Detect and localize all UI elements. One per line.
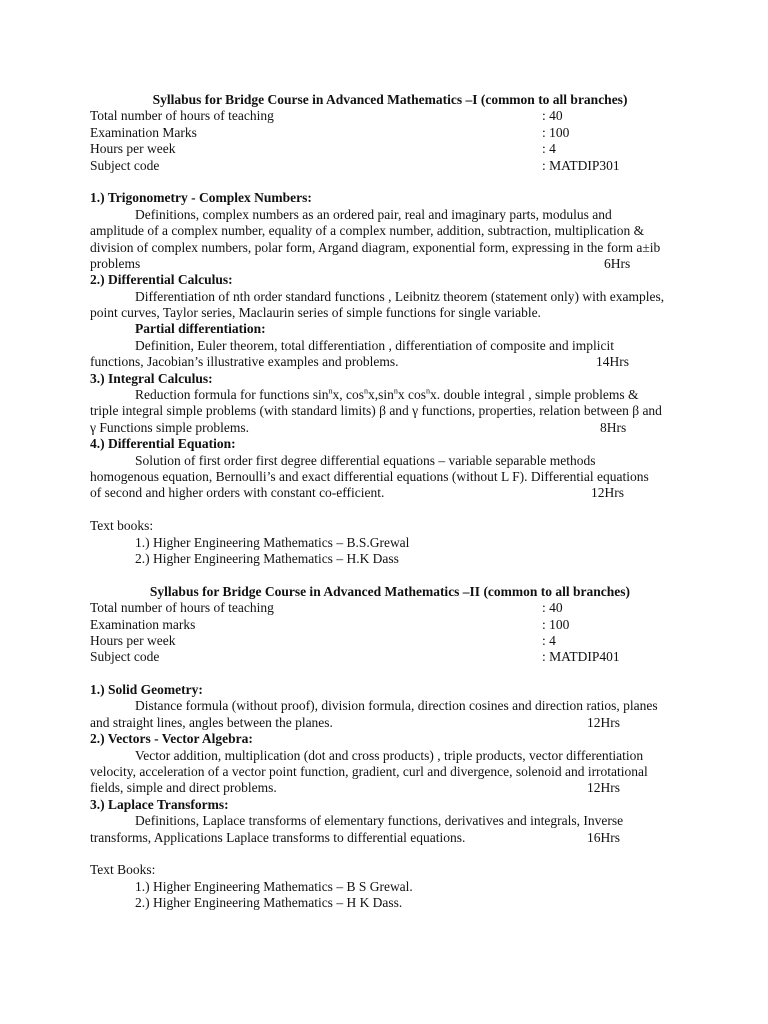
hours-label: 14Hrs [596,354,629,370]
topic-text: Distance formula (without proof), division formula, direction cosines and direction ratios, planes [135,698,658,714]
topic-heading: 1.) Solid Geometry: [90,682,203,698]
info-row-subject-code: Subject code : MATDIP301 [90,157,620,173]
section2-title: Syllabus for Bridge Course in Advanced Mathematics –II (common to all branches) [149,583,631,599]
textbook-item: 2.) Higher Engineering Mathematics – H K Dass. [135,895,403,911]
topic-text: Solution of first order first degree differential equations – variable separable methods [135,452,596,468]
subtopic-heading: Partial differentiation: [135,321,266,337]
hours-label: 12Hrs [587,714,620,730]
topic-text: Reduction formula for functions $\sin^nx$, $\cos^nx,\sin^nx$ $\cos^nx$. double integral , simple problems & [135,386,639,403]
topic-heading: 2.) Differential Calculus: [90,272,233,288]
topic-text-last: transforms, Applications Laplace transforms to differential equations. 16Hrs [90,829,620,845]
topic-text: velocity, acceleration of a vector point function, gradient, curl and divergence, solenoid and irrotational [90,764,648,780]
topic-heading: 3.) Integral Calculus: [90,370,213,386]
topic-text: amplitude of a complex number, equality of a complex number, addition, subtraction, multiplication & [90,223,645,239]
hours-label: 12Hrs [587,780,620,796]
textbook-item: 1.) Higher Engineering Mathematics – B.S.Grewal [135,534,410,550]
spacer [90,666,690,682]
topic-text: point curves, Taylor series, Maclaurin series of simple functions for single variable. [90,305,541,321]
hours-label: 12Hrs [591,485,624,501]
topic-text-last: functions, Jacobian’s illustrative examples and problems. 14Hrs [90,354,629,370]
topic-text: triple integral simple problems (with standard limits) β and γ functions, properties, relation between β and [90,403,662,419]
topic-text: homogenous equation, Bernoulli’s and exact differential equations (without L F). Differential equations [90,468,649,484]
info-row-exam-marks: Examination marks : 100 [90,616,570,632]
topic-text: Definition, Euler theorem, total differentiation , differentiation of composite and implicit [135,337,614,353]
textbook-item: 1.) Higher Engineering Mathematics – B S Grewal. [135,878,413,894]
spacer [90,846,690,862]
info-row-hours-teaching: Total number of hours of teaching : 40 [90,108,563,124]
hours-label: 16Hrs [587,829,620,845]
info-row-hours-week: Hours per week : 4 [90,141,556,157]
info-row-subject-code: Subject code : MATDIP401 [90,649,620,665]
topic-text-last: γ Functions simple problems. 8Hrs [90,419,627,435]
info-row-hours-week: Hours per week : 4 [90,632,556,648]
topic-heading: 1.) Trigonometry - Complex Numbers: [90,190,312,206]
hours-label: 6Hrs [604,255,631,271]
info-row-exam-marks: Examination Marks : 100 [90,124,570,140]
topic-text: Differentiation of nth order standard functions , Leibnitz theorem (statement only) with examples, [135,288,665,304]
topic-heading: 4.) Differential Equation: [90,436,236,452]
topic-text: division of complex numbers, polar form, Argand diagram, exponential form, expressing in the form a±ib [90,239,661,255]
textbook-item: 2.) Higher Engineering Mathematics – H.K Dass [135,550,399,566]
topic-text-last: and straight lines, angles between the planes. 12Hrs [90,714,620,730]
topic-text-last: of second and higher orders with constant co-efficient. 12Hrs [90,485,624,501]
section1-title: Syllabus for Bridge Course in Advanced Mathematics –I (common to all branches) [152,92,628,107]
hours-label: 8Hrs [600,419,627,435]
topic-text: Definitions, Laplace transforms of elementary functions, derivatives and integrals, Inverse [135,813,624,829]
topic-text-last: problems 6Hrs [90,255,631,271]
spacer [90,502,690,518]
topic-heading: 3.) Laplace Transforms: [90,796,229,812]
topic-text: Vector addition, multiplication (dot and cross products) , triple products, vector differentiation [135,747,644,763]
spacer [90,174,690,190]
syllabus-document [90,92,690,912]
topic-text: Definitions, complex numbers as an ordered pair, real and imaginary parts, modulus and [135,206,612,222]
topic-heading: 2.) Vectors - Vector Algebra: [90,731,253,747]
topic-text-last: fields, simple and direct problems. 12Hrs [90,780,620,796]
info-row-hours-teaching: Total number of hours of teaching : 40 [90,600,563,616]
spacer [90,567,690,583]
textbooks-heading: Text books: [90,518,154,534]
textbooks-heading: Text Books: [90,862,156,878]
